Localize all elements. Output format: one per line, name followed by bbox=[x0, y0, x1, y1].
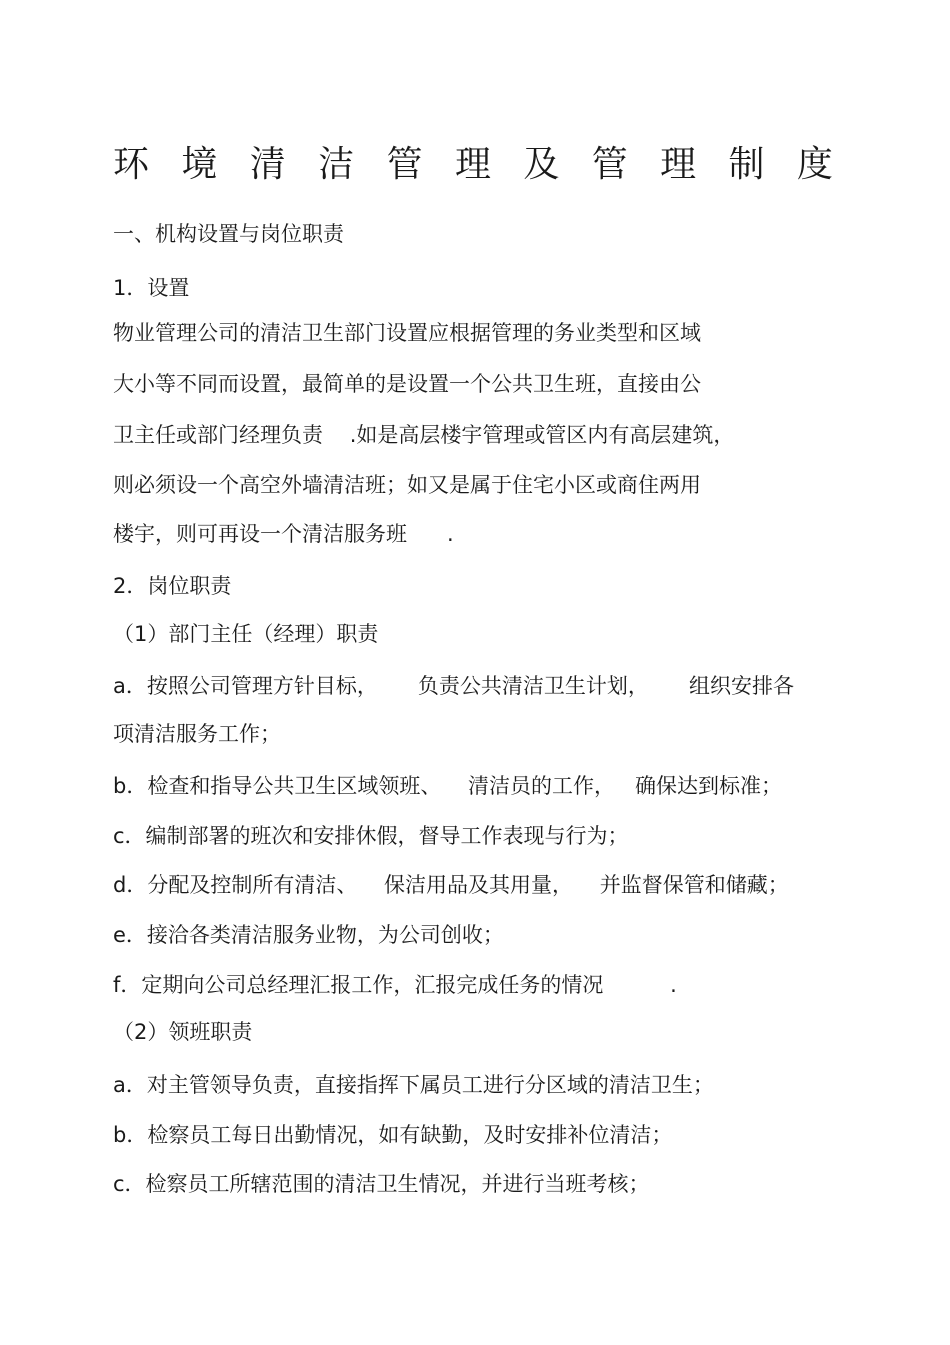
subsection-heading: 2．岗位职责 bbox=[113, 574, 232, 598]
list-item: f．定期向公司总经理汇报工作，汇报完成任务的情况 . bbox=[113, 973, 677, 997]
title-char: 理 bbox=[454, 144, 491, 185]
document-title bbox=[113, 140, 833, 190]
title-char: 环 bbox=[113, 144, 150, 185]
paragraph-line: 物业管理公司的清洁卫生部门设置应根据管理的务业类型和区域 bbox=[113, 321, 701, 345]
title-char: 管 bbox=[386, 144, 423, 185]
list-item: e．接洽各类清洁服务业物，为公司创收； bbox=[113, 923, 504, 947]
list-item: a．按照公司管理方针目标， 负责公共清洁卫生计划， 组织安排各 bbox=[113, 674, 794, 698]
title-char: 洁 bbox=[318, 144, 355, 185]
paragraph-line: 卫主任或部门经理负责 .如是高层楼宇管理或管区内有高层建筑， bbox=[113, 423, 735, 447]
paragraph-line: 楼宇，则可再设一个清洁服务班 . bbox=[113, 522, 454, 546]
item-heading: （2）领班职责 bbox=[113, 1020, 253, 1044]
list-item: c．编制部署的班次和安排休假，督导工作表现与行为； bbox=[113, 824, 629, 848]
list-item: b．检察员工每日出勤情况，如有缺勤，及时安排补位清洁； bbox=[113, 1123, 673, 1147]
title-char: 及 bbox=[523, 144, 560, 185]
list-item: a．对主管领导负责，直接指挥下属员工进行分区域的清洁卫生； bbox=[113, 1073, 714, 1097]
title-char: 度 bbox=[796, 144, 833, 185]
title-char: 境 bbox=[181, 144, 218, 185]
title-char: 清 bbox=[249, 144, 286, 185]
list-item: d．分配及控制所有清洁、 保洁用品及其用量， 并监督保管和储藏； bbox=[113, 873, 789, 897]
list-item: b．检查和指导公共卫生区域领班、 清洁员的工作， 确保达到标准； bbox=[113, 774, 783, 798]
title-char: 理 bbox=[660, 144, 697, 185]
list-item: c．检察员工所辖范围的清洁卫生情况，并进行当班考核； bbox=[113, 1172, 650, 1196]
title-char: 管 bbox=[591, 144, 628, 185]
subsection-heading: 1．设置 bbox=[113, 276, 190, 300]
title-char: 制 bbox=[728, 144, 765, 185]
item-heading: （1）部门主任（经理）职责 bbox=[113, 622, 379, 646]
paragraph-line: 大小等不同而设置，最简单的是设置一个公共卫生班，直接由公 bbox=[113, 372, 701, 396]
list-item-continuation: 项清洁服务工作； bbox=[113, 722, 281, 746]
section-heading: 一、机构设置与岗位职责 bbox=[113, 222, 344, 246]
paragraph-line: 则必须设一个高空外墙清洁班；如又是属于住宅小区或商住两用 bbox=[113, 473, 701, 497]
